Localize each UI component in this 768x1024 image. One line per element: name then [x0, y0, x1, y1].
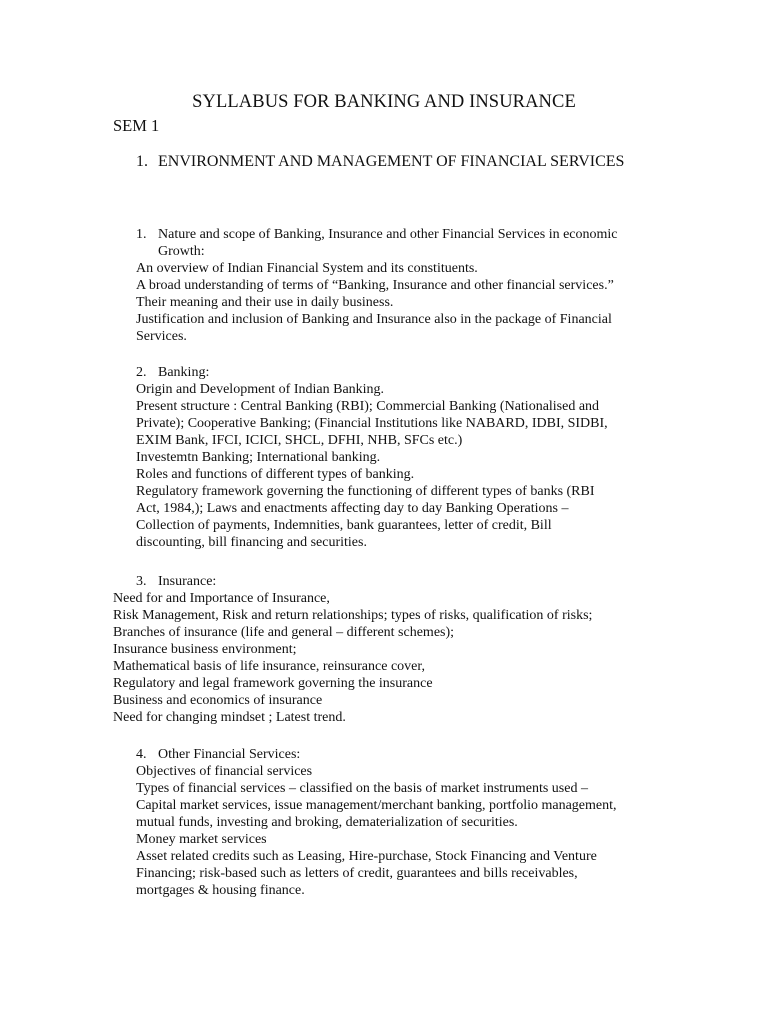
section-text-line: Origin and Development of Indian Banking.: [136, 382, 385, 397]
section-insurance: [113, 573, 653, 726]
main-heading: [136, 151, 656, 172]
section-number: 1.: [136, 227, 147, 242]
section-text-line: Justification and inclusion of Banking and Insurance also in the package of Financial: [136, 312, 612, 327]
main-heading-text: ENVIRONMENT AND MANAGEMENT OF FINANCIAL SERVICES: [158, 153, 625, 170]
section-text-line: Mathematical basis of life insurance, reinsurance cover,: [113, 659, 425, 674]
section-text-line: Insurance business environment;: [113, 642, 297, 657]
section-text-line: EXIM Bank, IFCI, ICICI, SHCL, DFHI, NHB, SFCs etc.): [136, 433, 463, 448]
section-text-line: Private); Cooperative Banking; (Financial Institutions like NABARD, IDBI, SIDBI,: [136, 416, 608, 431]
semester-label: SEM 1: [113, 116, 160, 135]
section-other-financial-services: [136, 746, 676, 899]
section-text-line: Their meaning and their use in daily business.: [136, 295, 394, 310]
section-number: 4.: [136, 747, 147, 762]
section-banking: [136, 364, 676, 551]
section-heading: [136, 226, 676, 260]
section-heading-line: Banking:: [158, 365, 210, 380]
section-heading: [136, 746, 676, 763]
section-nature-and-scope: [136, 226, 676, 345]
section-text-line: Money market services: [136, 832, 267, 847]
page-title: SYLLABUS FOR BANKING AND INSURANCE: [192, 92, 576, 112]
section-heading-line: Insurance:: [158, 574, 217, 589]
section-text-line: Asset related credits such as Leasing, Hire-purchase, Stock Financing and Venture: [136, 849, 597, 864]
section-text-line: Act, 1984,); Laws and enactments affecting day to day Banking Operations –: [136, 501, 569, 516]
section-text-line: An overview of Indian Financial System and its constituents.: [136, 261, 478, 276]
section-text-line: Collection of payments, Indemnities, bank guarantees, letter of credit, Bill: [136, 518, 552, 533]
section-number: 2.: [136, 365, 147, 380]
section-text-line: Branches of insurance (life and general – different schemes);: [113, 625, 455, 640]
section-text-line: Risk Management, Risk and return relationships; types of risks, qualification of risks;: [113, 608, 593, 623]
section-text-line: Present structure : Central Banking (RBI); Commercial Banking (Nationalised and: [136, 399, 600, 414]
section-text-line: Need for changing mindset ; Latest trend.: [113, 710, 346, 725]
section-text-line: Regulatory and legal framework governing the insurance: [113, 676, 433, 691]
section-text-line: Need for and Importance of Insurance,: [113, 591, 330, 606]
section-heading: [136, 573, 653, 590]
section-heading-line: Nature and scope of Banking, Insurance and other Financial Services in economic: [158, 227, 618, 242]
section-text-line: Roles and functions of different types of banking.: [136, 467, 415, 482]
section-heading-line: Growth:: [158, 244, 205, 259]
section-text-line: Business and economics of insurance: [113, 693, 323, 708]
section-text-line: A broad understanding of terms of “Banking, Insurance and other financial services.”: [136, 278, 614, 293]
section-text-line: discounting, bill financing and securities.: [136, 535, 367, 550]
section-text-line: mutual funds, investing and broking, dematerialization of securities.: [136, 815, 518, 830]
section-heading: [136, 364, 676, 381]
section-heading-line: Other Financial Services:: [158, 747, 301, 762]
section-text-line: mortgages & housing finance.: [136, 883, 305, 898]
section-text-line: Investemtn Banking; International banking.: [136, 450, 381, 465]
section-text-line: Types of financial services – classified on the basis of market instruments used –: [136, 781, 588, 796]
main-heading-number: 1.: [136, 153, 148, 170]
section-text-line: Capital market services, issue management/merchant banking, portfolio management,: [136, 798, 617, 813]
section-text-line: Regulatory framework governing the functioning of different types of banks (RBI: [136, 484, 595, 499]
section-text-line: Services.: [136, 329, 187, 344]
section-text-line: Financing; risk-based such as letters of credit, guarantees and bills receivables,: [136, 866, 578, 881]
section-text-line: Objectives of financial services: [136, 764, 313, 779]
section-number: 3.: [136, 574, 147, 589]
